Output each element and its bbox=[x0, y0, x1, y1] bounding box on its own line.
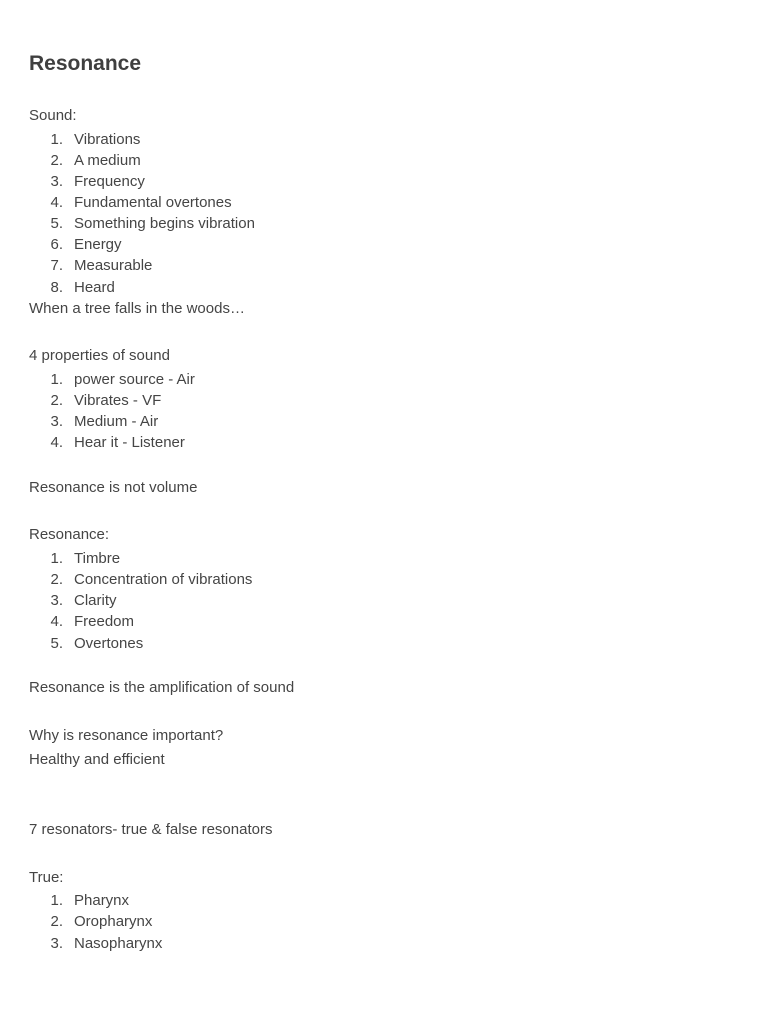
list-text: Nasopharynx bbox=[74, 935, 163, 952]
list-number: 2. bbox=[50, 913, 63, 930]
list-text: Overtones bbox=[74, 635, 144, 652]
properties-heading[interactable]: 4 properties of sound bbox=[29, 347, 170, 364]
list-text: Vibrates - VF bbox=[74, 392, 162, 409]
why-question-line[interactable]: Why is resonance important? bbox=[29, 727, 224, 744]
list-text: power source - Air bbox=[74, 371, 195, 388]
not-volume-line[interactable]: Resonance is not volume bbox=[29, 479, 198, 496]
list-text: Pharynx bbox=[74, 892, 130, 909]
list-text: Concentration of vibrations bbox=[74, 571, 253, 588]
list-number: 4. bbox=[50, 613, 63, 630]
list-text: Freedom bbox=[74, 613, 135, 630]
list-number: 2. bbox=[50, 152, 63, 169]
amplification-line[interactable]: Resonance is the amplification of sound bbox=[29, 679, 295, 696]
list-text: Measurable bbox=[74, 257, 153, 274]
list-number: 5. bbox=[50, 215, 63, 232]
list-text: Energy bbox=[74, 236, 122, 253]
list-number: 1. bbox=[50, 371, 63, 388]
why-answer-line[interactable]: Healthy and efficient bbox=[29, 751, 165, 768]
list-number: 3. bbox=[50, 413, 63, 430]
true-heading[interactable]: True: bbox=[29, 869, 64, 886]
list-number: 4. bbox=[50, 434, 63, 451]
list-text: Heard bbox=[74, 279, 115, 296]
list-number: 3. bbox=[50, 592, 63, 609]
list-number: 2. bbox=[50, 571, 63, 588]
list-number: 1. bbox=[50, 550, 63, 567]
tree-line[interactable]: When a tree falls in the woods… bbox=[29, 300, 245, 317]
note-title[interactable]: Resonance bbox=[29, 52, 142, 75]
list-text: Fundamental overtones bbox=[74, 194, 232, 211]
list-text: A medium bbox=[74, 152, 141, 169]
list-text: Hear it - Listener bbox=[74, 434, 185, 451]
resonance-heading[interactable]: Resonance: bbox=[29, 526, 110, 543]
list-number: 1. bbox=[50, 892, 63, 909]
list-text: Frequency bbox=[74, 173, 145, 190]
list-number: 7. bbox=[50, 257, 63, 274]
list-text: Vibrations bbox=[74, 131, 141, 148]
list-text: Clarity bbox=[74, 592, 117, 609]
list-number: 4. bbox=[50, 194, 63, 211]
list-text: Oropharynx bbox=[74, 913, 153, 930]
list-text: Medium - Air bbox=[74, 413, 159, 430]
list-number: 3. bbox=[50, 935, 63, 952]
sound-heading[interactable]: Sound: bbox=[29, 107, 77, 124]
list-text: Something begins vibration bbox=[74, 215, 255, 232]
list-number: 5. bbox=[50, 635, 63, 652]
list-number: 8. bbox=[50, 279, 63, 296]
list-number: 6. bbox=[50, 236, 63, 253]
list-number: 2. bbox=[50, 392, 63, 409]
list-text: Timbre bbox=[74, 550, 121, 567]
resonators-line[interactable]: 7 resonators- true & false resonators bbox=[29, 821, 273, 838]
list-number: 3. bbox=[50, 173, 63, 190]
list-number: 1. bbox=[50, 131, 63, 148]
